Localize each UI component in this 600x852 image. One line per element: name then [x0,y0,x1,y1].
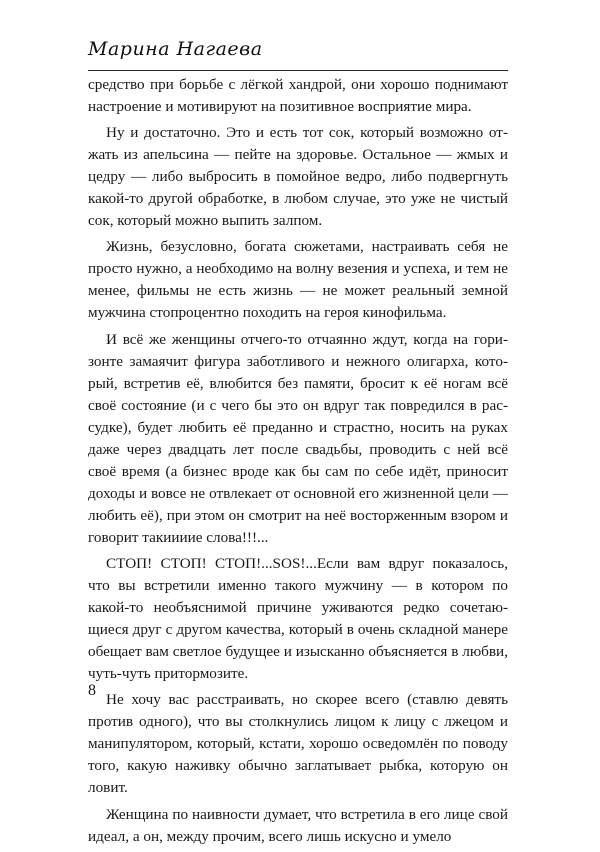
paragraph: Женщина по наивности думает, что встретила в его лице свой идеал, а он, между прочим, всего лишь искусно и умело [88,805,508,845]
paragraph: Не хочу вас расстраивать, но скорее всего (ставлю девять против одного), что вы столкнулись лицом к лицу с лжецом и манипулятором, который, кстати, хорошо осведомлён по поводу того, какую наживку обычно заглатывает рыбка, которую он ловит. [88,691,508,797]
paragraph: СТОП! СТОП! СТОП!...SOS!...Если вам вдруг показалось, что вы встретили именно такого мужчину — в котором по какой-то необъяснимой причине уживаются редко сочетающиеся друг с другом качества, который в очень складной манере обещает вам светлое будущее и изысканно объясняется в любви, чуть-чуть притормозите. [88,554,508,683]
body-text [88,74,508,852]
paragraph: И всё же женщины отчего-то отчаянно ждут, когда на горизонте замаячит фигура заботливого и нежного олигарха, который, встретив её, влюбится без памяти, бросит к её ногам всё своё состояние (и с чего бы это он вдруг так повредился в рассудке), будет любить её преданно и страстно, носить на руках даже через двадцать лет после свадьбы, проводить с ней всё своё время (а бизнес вроде как бы сам по себе идёт, приносит доходы и вовсе не отвлекает от основной его жизненной цели — любить её), при этом он смотрит на неё восторженным взором и говорит такиииие слова!!!... [88,330,508,546]
paragraph: средство при борьбе с лёгкой хандрой, они хорошо поднимают настроение и мотивируют на позитивное восприятие мира. [88,76,508,116]
running-title: Марина Нагаева [88,38,263,60]
paragraph: Жизнь, безусловно, богата сюжетами, настраивать себя не просто нужно, а необходимо на волну везения и успеха, и тем не менее, фильмы не есть жизнь — не может реальный земной мужчина стопроцентно походить на героя кинофильма. [88,238,508,322]
page-number: 8 [88,682,96,699]
header-divider [88,70,508,71]
paragraph: Ну и достаточно. Это и есть тот сок, который возможно отжать из апельсина — пейте на здоровье. Остальное — жмых и цедру — либо выбросить в помойное ведро, либо подвергнуть какой-то другой обработке, в любом случае, это уже не чистый сок, который можно выпить залпом. [88,124,508,230]
